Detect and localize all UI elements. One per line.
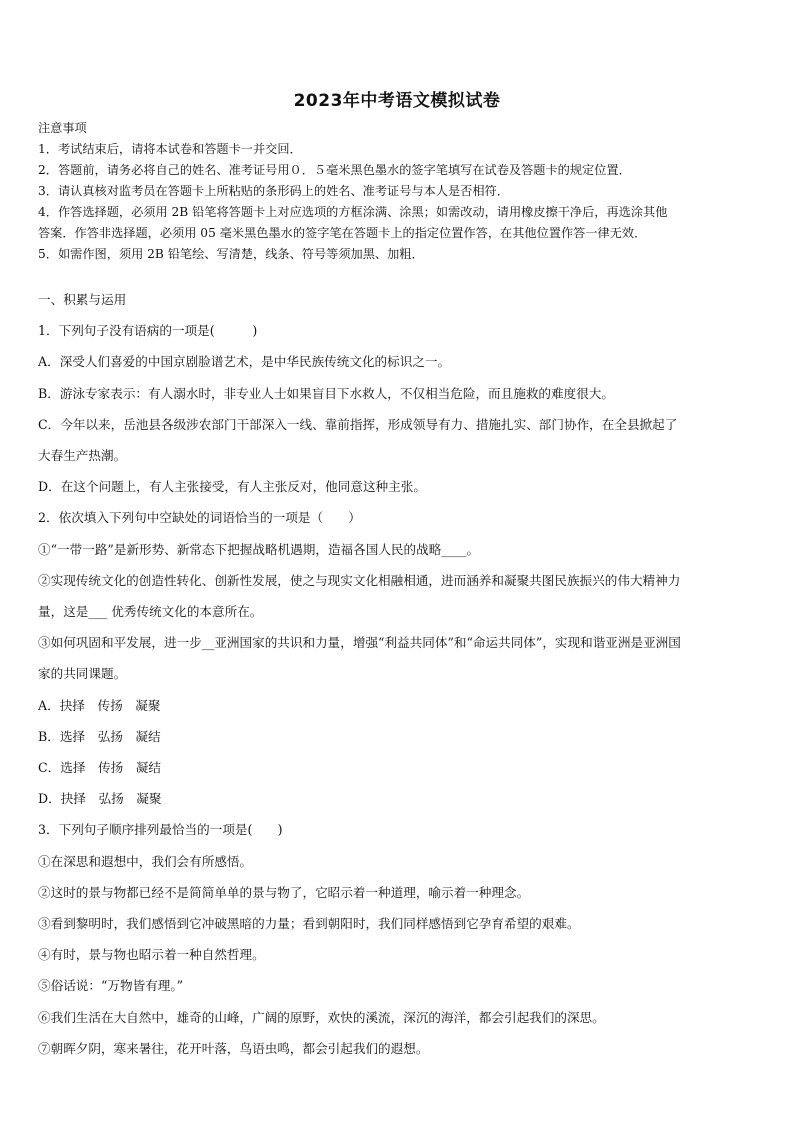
question-1-option-a: A．深受人们喜爱的中国京剧脸谱艺术，是中华民族传统文化的标识之一。	[38, 354, 451, 370]
question-2-sentence-1: ①“一带一路”是新形势、新常态下把握战略机遇期，造福各国人民的战略____。	[38, 541, 480, 557]
notice-item: 3．请认真核对监考员在答题卡上所粘贴的条形码上的姓名、准考证号与本人是否相符．	[38, 184, 509, 198]
notice-section	[38, 118, 758, 265]
notice-item: 1．考试结束后，请将本试卷和答题卡一并交回．	[38, 142, 302, 156]
question-1-option-c: C．今年以来，岳池县各级涉农部门干部深入一线、靠前指挥，形成领导有力、措施扎实、部门协作，在全县掀起了	[38, 416, 678, 432]
questions	[38, 284, 760, 1064]
question-2-stem: 2．依次填入下列句中空缺处的词语恰当的一项是（ ）	[38, 510, 361, 526]
question-1-option-d: D．在这个问题上，有人主张接受，有人主张反对，他同意这种主张。	[38, 479, 426, 495]
question-1-stem: 1．下列句子没有语病的一项是( )	[38, 323, 258, 339]
question-3-item-5: ⑤俗话说：“万物皆有理。”	[38, 978, 184, 994]
question-2-sentence-3: ③如何巩固和平发展，进一步__亚洲国家的共识和力量，增强“利益共同体”和“命运共同体”，实现和谐亚洲是亚洲国	[38, 635, 681, 651]
question-3-item-3: ③看到黎明时，我们感悟到它冲破黑暗的力量；看到朝阳时，我们同样感悟到它孕育希望的艰难。	[38, 916, 580, 932]
question-2-option-d: D．抉择 弘扬 凝聚	[38, 791, 162, 807]
question-3-item-6: ⑥我们生活在大自然中，雄奇的山峰，广阔的原野，欢快的溪流，深沉的海洋，都会引起我们的深思。	[38, 1009, 605, 1025]
question-2-sentence-3-cont: 家的共同课题。	[38, 666, 127, 682]
question-3-item-2: ②这时的景与物都已经不是简简单单的景与物了，它昭示着一种道理，喻示着一种理念。	[38, 884, 530, 900]
notice-item: 4．作答选择题，必须用 2B 铅笔将答题卡上对应选项的方框涂满、涂黑；如需改动，请用橡皮擦干净后，再选涂其他	[38, 205, 668, 219]
notice-item: 答案．作答非选择题，必须用 05 毫米黑色墨水的签字笔在答题卡上的指定位置作答，在其他位置作答一律无效．	[38, 226, 647, 240]
question-3-item-1: ①在深思和遐想中，我们会有所感悟。	[38, 853, 253, 869]
question-2-option-a: A．抉择 传扬 凝聚	[38, 697, 161, 713]
question-3-item-4: ④有时，景与物也昭示着一种自然哲理。	[38, 947, 265, 963]
question-2-option-c: C．选择 传扬 凝结	[38, 760, 161, 776]
notice-heading: 注意事项	[38, 121, 87, 135]
section-heading: 一、积累与运用	[38, 292, 127, 307]
question-2-sentence-2: ②实现传统文化的创造性转化、创新性发展，使之与现实文化相融相通，进而涵养和凝聚共图民族振兴的伟大精神力	[38, 572, 681, 588]
notice-item: 5．如需作图，须用 2B 铅笔绘、写清楚，线条、符号等须加黑、加粗．	[38, 247, 424, 261]
question-3-item-7: ⑦朝晖夕阴，寒来暑往，花开叶落，鸟语虫鸣，都会引起我们的遐想。	[38, 1040, 429, 1056]
question-1-option-c-cont: 大春生产热潮。	[38, 448, 127, 464]
question-1-option-b: B．游泳专家表示：有人溺水时，非专业人士如果盲目下水救人，不仅相当危险，而且施救的难度很大。	[38, 385, 614, 401]
page-title: 2023年中考语文模拟试卷	[293, 91, 501, 111]
question-3-stem: 3．下列句子顺序排列最恰当的一项是( )	[38, 822, 283, 838]
question-2-sentence-2-cont: 量，这是___ 优秀传统文化的本意所在。	[38, 604, 263, 620]
notice-item: 2．答题前，请务必将自己的姓名、准考证号用０．５毫米黑色墨水的签字笔填写在试卷及答题卡的规定位置．	[38, 163, 631, 177]
question-2-option-b: B．选择 弘扬 凝结	[38, 728, 161, 744]
